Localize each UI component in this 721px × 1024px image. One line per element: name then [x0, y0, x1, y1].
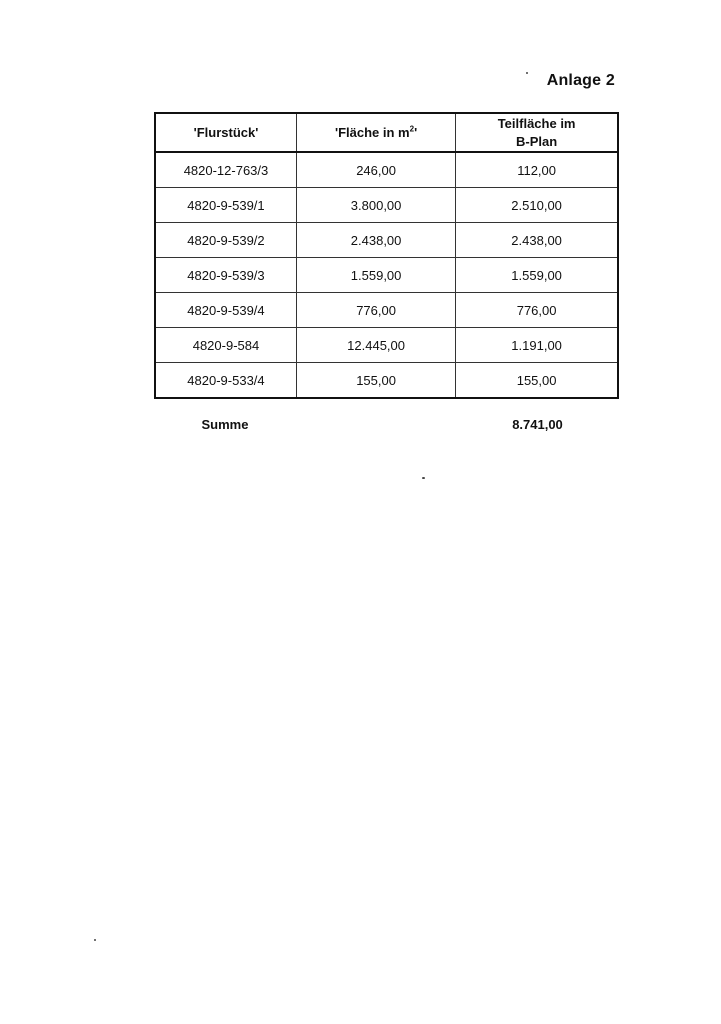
summary-value: 8.741,00: [512, 417, 563, 432]
header-area-text: 'Fläche in m: [335, 124, 410, 140]
cell-area: 12.445,00: [296, 328, 455, 363]
table-row: [155, 258, 618, 293]
header-area-superscript: 2: [409, 124, 415, 134]
header-area: [296, 113, 455, 152]
cell-partial-area: 1.559,00: [456, 258, 618, 293]
table-row: [155, 328, 618, 363]
cell-parcel: 4820-9-539/2: [155, 223, 296, 258]
parcel-area-table: [154, 112, 619, 399]
header-partial-area-line1: Teilfläche im: [497, 115, 576, 131]
cell-parcel: 4820-9-539/1: [155, 188, 296, 223]
cell-partial-area: 1.191,00: [456, 328, 618, 363]
cell-area: 3.800,00: [296, 188, 455, 223]
cell-area: 2.438,00: [296, 223, 455, 258]
summary-row: [154, 417, 619, 437]
table-header-row: [155, 113, 618, 152]
table-row: [155, 223, 618, 258]
table-row: [155, 363, 618, 399]
cell-partial-area: 2.438,00: [456, 223, 618, 258]
cell-area: 1.559,00: [296, 258, 455, 293]
table-row: [155, 152, 618, 188]
table-row: [155, 188, 618, 223]
scan-speck: [94, 939, 96, 941]
document-title: Anlage 2: [546, 72, 615, 89]
cell-parcel: 4820-9-584: [155, 328, 296, 363]
header-parcel-text: 'Flurstück': [193, 124, 259, 140]
cell-parcel: 4820-9-539/4: [155, 293, 296, 328]
cell-area: 246,00: [296, 152, 455, 188]
cell-parcel: 4820-9-539/3: [155, 258, 296, 293]
cell-partial-area: 112,00: [456, 152, 618, 188]
cell-partial-area: 776,00: [456, 293, 618, 328]
table-row: [155, 293, 618, 328]
scan-speck: [422, 477, 425, 479]
cell-partial-area: 2.510,00: [456, 188, 618, 223]
cell-area: 776,00: [296, 293, 455, 328]
cell-partial-area: 155,00: [456, 363, 618, 399]
cell-parcel: 4820-9-533/4: [155, 363, 296, 399]
header-partial-area-line2: B-Plan: [516, 133, 558, 149]
header-partial-area: [456, 113, 618, 152]
cell-parcel: 4820-12-763/3: [155, 152, 296, 188]
scan-speck: [526, 72, 528, 74]
summary-label: Summe: [201, 417, 249, 432]
cell-area: 155,00: [296, 363, 455, 399]
header-parcel: [155, 113, 296, 152]
header-area-quote: ': [414, 124, 418, 140]
